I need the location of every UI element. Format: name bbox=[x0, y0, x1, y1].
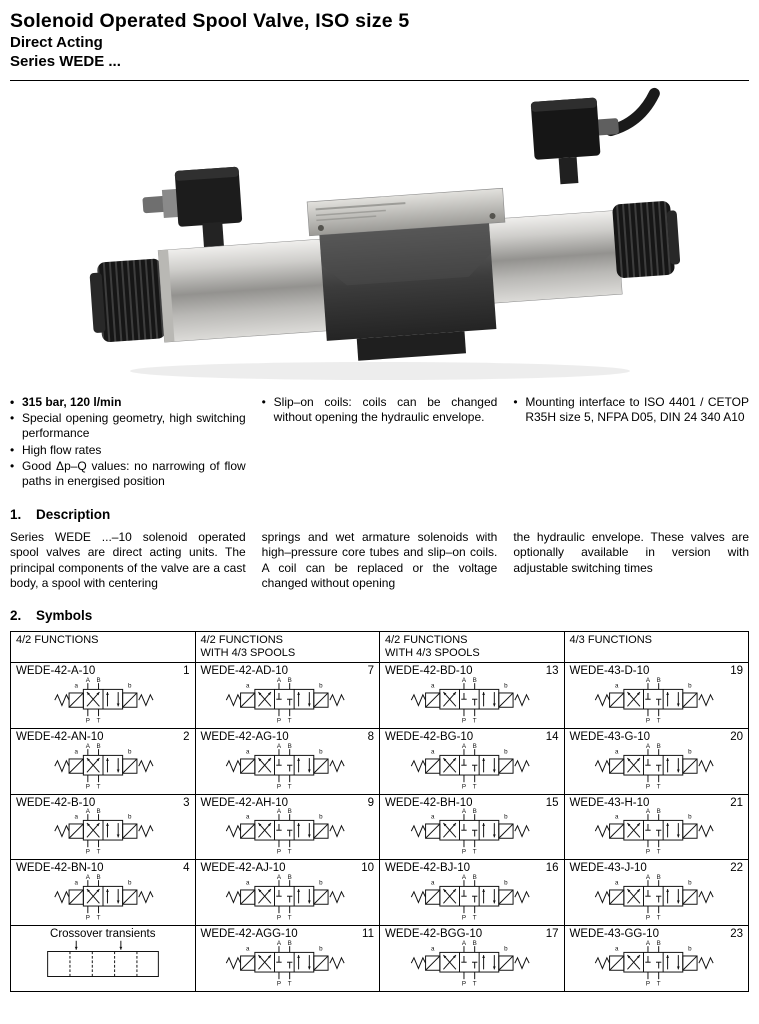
feature-item bbox=[10, 443, 246, 458]
symbol-number: 15 bbox=[545, 796, 559, 809]
description-column: the hydraulic envelope. These valves are optionally available in version with adjustable switching times bbox=[513, 529, 750, 575]
model-code: WEDE-42-AD-10 bbox=[200, 665, 289, 678]
svg-text:a: a bbox=[246, 813, 250, 821]
svg-text:a: a bbox=[430, 945, 435, 953]
valve-symbol-wrap bbox=[16, 676, 190, 726]
valve-symbol-wrap bbox=[201, 807, 375, 857]
feature-text: 315 bar, 120 l/min bbox=[22, 394, 122, 409]
valve-symbol-v3 bbox=[570, 807, 742, 857]
svg-text:B: B bbox=[472, 676, 477, 684]
valve-symbol-wrap bbox=[201, 873, 375, 923]
model-code: WEDE-42-AH-10 bbox=[200, 796, 289, 809]
svg-text:T: T bbox=[288, 848, 292, 856]
svg-text:T: T bbox=[657, 848, 661, 856]
feature-item bbox=[10, 411, 246, 442]
valve-symbol-v3 bbox=[570, 676, 742, 726]
feature-item bbox=[513, 395, 749, 426]
svg-text:A: A bbox=[277, 742, 282, 750]
svg-text:A: A bbox=[646, 742, 651, 750]
model-code: WEDE-42-AN-10 bbox=[16, 731, 104, 744]
svg-text:a: a bbox=[74, 682, 78, 690]
symbol-cell bbox=[195, 925, 380, 991]
svg-text:b: b bbox=[127, 879, 132, 887]
description-column: Series WEDE ...–10 solenoid operated spool valves are direct acting units. The principal components of the valve are a cast body, a spool with centering bbox=[10, 529, 246, 591]
section-title: Symbols bbox=[36, 608, 93, 624]
svg-text:T: T bbox=[657, 717, 661, 725]
valve-symbol-v2 bbox=[17, 742, 189, 792]
svg-text:P: P bbox=[646, 980, 651, 988]
svg-text:P: P bbox=[277, 980, 282, 988]
svg-text:a: a bbox=[615, 748, 619, 756]
symbol-cell bbox=[195, 729, 380, 795]
symbol-number: 1 bbox=[183, 665, 190, 678]
symbol-number: 21 bbox=[730, 796, 743, 809]
valve-symbol-v2 bbox=[17, 676, 189, 726]
symbol-cell bbox=[380, 794, 565, 860]
symbol-cell bbox=[195, 663, 380, 729]
symbol-cell bbox=[11, 925, 196, 991]
feature-text: Mounting interface to ISO 4401 / CETOP R35H size 5, NFPA D05, DIN 24 340 A10 bbox=[525, 394, 750, 424]
svg-text:A: A bbox=[461, 939, 466, 947]
svg-text:b: b bbox=[688, 682, 692, 690]
svg-text:T: T bbox=[472, 783, 477, 791]
valve-symbol-wrap bbox=[570, 939, 744, 989]
valve-symbol-wrap bbox=[570, 742, 744, 792]
page-header bbox=[10, 10, 749, 81]
svg-text:a: a bbox=[74, 879, 78, 887]
svg-text:A: A bbox=[461, 808, 466, 816]
feature-item bbox=[262, 395, 498, 426]
svg-text:A: A bbox=[85, 676, 90, 684]
svg-text:b: b bbox=[688, 748, 692, 756]
svg-text:b: b bbox=[319, 748, 323, 756]
svg-text:b: b bbox=[319, 945, 323, 953]
section-title: Description bbox=[36, 506, 111, 522]
symbols-column-header: 4/2 FUNCTIONS bbox=[11, 632, 196, 663]
feature-bullets bbox=[10, 395, 749, 491]
svg-text:P: P bbox=[461, 914, 466, 922]
svg-text:T: T bbox=[96, 848, 101, 856]
svg-text:B: B bbox=[287, 873, 293, 881]
symbol-number: 20 bbox=[730, 731, 743, 744]
svg-text:T: T bbox=[472, 914, 477, 922]
svg-text:T: T bbox=[472, 717, 477, 725]
subtitle-direct-acting: Direct Acting bbox=[10, 34, 103, 51]
svg-text:P: P bbox=[277, 717, 282, 725]
symbol-cell bbox=[380, 925, 565, 991]
svg-text:P: P bbox=[85, 914, 90, 922]
symbol-cell bbox=[564, 925, 749, 991]
symbol-number: 4 bbox=[183, 862, 190, 875]
valve-symbol-v3 bbox=[201, 807, 373, 857]
valve-symbol-wrap bbox=[570, 873, 744, 923]
svg-text:T: T bbox=[288, 717, 292, 725]
symbol-cell bbox=[564, 729, 749, 795]
svg-text:P: P bbox=[646, 783, 651, 791]
symbol-cell bbox=[380, 663, 565, 729]
svg-text:b: b bbox=[503, 682, 508, 690]
svg-text:A: A bbox=[461, 676, 466, 684]
svg-text:B: B bbox=[472, 873, 477, 881]
valve-symbol-v3 bbox=[570, 873, 742, 923]
svg-text:b: b bbox=[319, 879, 323, 887]
symbols-column-header: 4/2 FUNCTIONS WITH 4/3 SPOOLS bbox=[380, 632, 565, 663]
feature-text: Slip–on coils: coils can be changed without opening the hydraulic envelope. bbox=[273, 394, 498, 424]
svg-text:A: A bbox=[85, 873, 90, 881]
symbol-number: 2 bbox=[183, 731, 190, 744]
valve-symbol-v3 bbox=[386, 676, 558, 726]
svg-text:a: a bbox=[246, 682, 250, 690]
svg-text:P: P bbox=[461, 717, 466, 725]
section-symbols-heading bbox=[10, 608, 749, 623]
svg-text:P: P bbox=[461, 783, 466, 791]
svg-text:T: T bbox=[288, 914, 292, 922]
symbol-cell bbox=[564, 860, 749, 926]
svg-text:A: A bbox=[85, 742, 90, 750]
valve-symbol-wrap bbox=[570, 807, 744, 857]
svg-text:a: a bbox=[246, 748, 250, 756]
svg-text:P: P bbox=[461, 848, 466, 856]
feature-text: High flow rates bbox=[22, 442, 102, 457]
svg-text:B: B bbox=[656, 676, 662, 684]
model-code: WEDE-42-BH-10 bbox=[385, 796, 473, 809]
svg-text:a: a bbox=[615, 813, 619, 821]
valve-symbol-v2 bbox=[17, 873, 189, 923]
valve-symbol-v2 bbox=[17, 807, 189, 857]
model-code: WEDE-42-AG-10 bbox=[200, 731, 289, 744]
symbol-number: 16 bbox=[545, 862, 559, 875]
svg-text:A: A bbox=[277, 676, 282, 684]
valve-symbol-v3 bbox=[570, 939, 742, 989]
svg-text:b: b bbox=[503, 879, 508, 887]
svg-text:b: b bbox=[688, 879, 692, 887]
svg-text:b: b bbox=[319, 813, 323, 821]
valve-symbol-wrap bbox=[570, 676, 744, 726]
valve-symbol-v3 bbox=[386, 873, 558, 923]
valve-symbol-v3 bbox=[201, 742, 373, 792]
features-column-2 bbox=[262, 395, 498, 491]
svg-text:A: A bbox=[277, 873, 282, 881]
svg-text:T: T bbox=[288, 783, 292, 791]
symbol-number: 10 bbox=[361, 862, 374, 875]
symbol-cell bbox=[564, 663, 749, 729]
model-code: WEDE-42-BG-10 bbox=[385, 731, 474, 744]
svg-text:P: P bbox=[85, 783, 90, 791]
svg-text:A: A bbox=[646, 873, 651, 881]
model-code: WEDE-42-BGG-10 bbox=[385, 927, 483, 940]
valve-symbol-wrap bbox=[16, 873, 190, 923]
features-column-3 bbox=[513, 395, 749, 491]
model-code: WEDE-42-AJ-10 bbox=[200, 862, 286, 875]
svg-text:T: T bbox=[288, 980, 292, 988]
svg-text:a: a bbox=[430, 748, 435, 756]
symbol-number: 8 bbox=[367, 731, 374, 744]
svg-text:P: P bbox=[461, 980, 466, 988]
svg-text:T: T bbox=[472, 980, 477, 988]
svg-text:a: a bbox=[615, 879, 619, 887]
svg-text:B: B bbox=[96, 742, 101, 750]
svg-text:b: b bbox=[503, 813, 508, 821]
svg-text:T: T bbox=[96, 717, 101, 725]
svg-text:B: B bbox=[656, 808, 662, 816]
valve-symbol-wrap bbox=[385, 807, 559, 857]
model-code: WEDE-42-BD-10 bbox=[385, 665, 473, 678]
svg-text:T: T bbox=[657, 783, 661, 791]
svg-text:T: T bbox=[472, 848, 477, 856]
svg-text:B: B bbox=[96, 808, 101, 816]
svg-text:b: b bbox=[503, 945, 508, 953]
symbol-cell bbox=[195, 860, 380, 926]
symbol-cell bbox=[564, 794, 749, 860]
svg-text:a: a bbox=[430, 682, 435, 690]
model-code: WEDE-42-A-10 bbox=[16, 665, 96, 678]
svg-text:P: P bbox=[277, 914, 282, 922]
svg-text:b: b bbox=[688, 813, 692, 821]
symbols-row bbox=[11, 794, 749, 860]
svg-text:A: A bbox=[646, 676, 651, 684]
svg-text:b: b bbox=[127, 748, 132, 756]
valve-symbol-wrap bbox=[16, 939, 190, 989]
valve-symbol-v3 bbox=[386, 807, 558, 857]
product-photo bbox=[10, 81, 749, 389]
svg-text:a: a bbox=[430, 813, 435, 821]
valve-symbol-wrap bbox=[385, 939, 559, 989]
svg-text:B: B bbox=[287, 676, 293, 684]
subtitle-series: Series WEDE ... bbox=[10, 52, 121, 70]
svg-text:a: a bbox=[615, 945, 619, 953]
svg-text:b: b bbox=[127, 682, 132, 690]
svg-text:P: P bbox=[277, 783, 282, 791]
feature-text: Special opening geometry, high switching performance bbox=[22, 410, 246, 441]
valve-symbol-v3 bbox=[201, 873, 373, 923]
model-code: WEDE-42-BN-10 bbox=[16, 862, 104, 875]
svg-text:T: T bbox=[657, 914, 661, 922]
svg-text:B: B bbox=[96, 676, 101, 684]
svg-text:b: b bbox=[127, 813, 132, 821]
symbol-cell bbox=[11, 729, 196, 795]
page-title: Solenoid Operated Spool Valve, ISO size 5 bbox=[10, 10, 410, 32]
section-description-heading bbox=[10, 507, 749, 522]
feature-item bbox=[10, 395, 246, 410]
svg-text:A: A bbox=[461, 873, 466, 881]
symbol-cell bbox=[195, 794, 380, 860]
model-code: WEDE-43-GG-10 bbox=[569, 927, 659, 940]
svg-text:T: T bbox=[96, 783, 101, 791]
symbol-cell bbox=[11, 663, 196, 729]
svg-text:b: b bbox=[503, 748, 508, 756]
svg-text:a: a bbox=[74, 748, 78, 756]
section-number: 1. bbox=[10, 506, 22, 522]
symbol-cell bbox=[380, 860, 565, 926]
svg-text:b: b bbox=[688, 945, 692, 953]
symbol-cell bbox=[11, 794, 196, 860]
valve-symbol-wrap bbox=[201, 742, 375, 792]
symbols-row bbox=[11, 860, 749, 926]
svg-text:A: A bbox=[85, 808, 90, 816]
description-column: springs and wet armature solenoids with high–pressure core tubes and slip–on coils. A coil can be replaced or the voltage changed without opening bbox=[261, 529, 498, 591]
svg-text:A: A bbox=[646, 808, 651, 816]
svg-text:B: B bbox=[287, 742, 293, 750]
symbols-row bbox=[11, 663, 749, 729]
svg-text:P: P bbox=[85, 717, 90, 725]
svg-text:a: a bbox=[74, 813, 78, 821]
svg-text:B: B bbox=[287, 939, 293, 947]
model-code: Crossover transients bbox=[50, 927, 156, 940]
svg-text:B: B bbox=[472, 808, 477, 816]
svg-text:a: a bbox=[430, 879, 435, 887]
valve-symbol-wrap bbox=[385, 676, 559, 726]
model-code: WEDE-42-BJ-10 bbox=[385, 862, 470, 875]
valve-symbol-v3 bbox=[386, 742, 558, 792]
section-number: 2. bbox=[10, 608, 22, 624]
valve-symbol-v3 bbox=[386, 939, 558, 989]
svg-text:B: B bbox=[656, 742, 662, 750]
symbols-header-row bbox=[11, 632, 749, 663]
svg-text:P: P bbox=[646, 914, 651, 922]
svg-text:P: P bbox=[85, 848, 90, 856]
svg-text:B: B bbox=[656, 873, 662, 881]
symbol-cell bbox=[380, 729, 565, 795]
svg-text:a: a bbox=[246, 945, 250, 953]
features-column-1 bbox=[10, 395, 246, 491]
symbols-row bbox=[11, 925, 749, 991]
symbol-number: 11 bbox=[362, 927, 374, 940]
symbol-number: 23 bbox=[730, 927, 743, 940]
svg-text:A: A bbox=[277, 808, 282, 816]
symbol-number: 3 bbox=[183, 796, 190, 809]
svg-text:T: T bbox=[96, 914, 101, 922]
symbol-number: 14 bbox=[545, 731, 559, 744]
symbol-number: 19 bbox=[730, 665, 743, 678]
valve-symbol-v3 bbox=[570, 742, 742, 792]
svg-text:B: B bbox=[472, 742, 477, 750]
description-text bbox=[10, 530, 749, 592]
valve-symbol-cross bbox=[17, 939, 189, 989]
valve-symbol-v3 bbox=[201, 676, 373, 726]
svg-text:A: A bbox=[646, 939, 651, 947]
svg-text:a: a bbox=[246, 879, 250, 887]
svg-text:P: P bbox=[646, 717, 651, 725]
model-code: WEDE-43-J-10 bbox=[569, 862, 647, 875]
feature-text: Good Δp–Q values: no narrowing of flow paths in energised position bbox=[22, 458, 246, 489]
svg-text:B: B bbox=[472, 939, 477, 947]
svg-text:b: b bbox=[319, 682, 323, 690]
valve-symbol-wrap bbox=[385, 742, 559, 792]
valve-symbol-wrap bbox=[201, 939, 375, 989]
valve-symbol-wrap bbox=[16, 807, 190, 857]
symbols-row bbox=[11, 729, 749, 795]
svg-text:A: A bbox=[277, 939, 282, 947]
valve-symbol-wrap bbox=[16, 742, 190, 792]
symbol-number: 9 bbox=[367, 796, 374, 809]
symbols-column-header: 4/3 FUNCTIONS bbox=[564, 632, 749, 663]
valve-symbol-wrap bbox=[385, 873, 559, 923]
model-code: WEDE-42-B-10 bbox=[16, 796, 96, 809]
feature-item bbox=[10, 459, 246, 490]
model-code: WEDE-43-G-10 bbox=[569, 731, 651, 744]
svg-text:A: A bbox=[461, 742, 466, 750]
svg-text:B: B bbox=[656, 939, 662, 947]
valve-symbol-wrap bbox=[201, 676, 375, 726]
symbols-table bbox=[10, 631, 749, 992]
symbol-number: 7 bbox=[367, 665, 374, 678]
valve-photo-illustration bbox=[80, 85, 680, 385]
svg-text:B: B bbox=[96, 873, 101, 881]
symbol-number: 13 bbox=[545, 665, 559, 678]
symbols-column-header: 4/2 FUNCTIONS WITH 4/3 SPOOLS bbox=[195, 632, 380, 663]
model-code: WEDE-42-AGG-10 bbox=[200, 927, 298, 940]
model-code: WEDE-43-H-10 bbox=[569, 796, 650, 809]
svg-text:P: P bbox=[277, 848, 282, 856]
svg-text:B: B bbox=[287, 808, 293, 816]
symbol-number: 22 bbox=[730, 862, 743, 875]
model-code: WEDE-43-D-10 bbox=[569, 665, 650, 678]
valve-symbol-v3 bbox=[201, 939, 373, 989]
symbol-number: 17 bbox=[545, 927, 559, 940]
symbol-cell bbox=[11, 860, 196, 926]
svg-text:T: T bbox=[657, 980, 661, 988]
svg-text:P: P bbox=[646, 848, 651, 856]
svg-text:a: a bbox=[615, 682, 619, 690]
